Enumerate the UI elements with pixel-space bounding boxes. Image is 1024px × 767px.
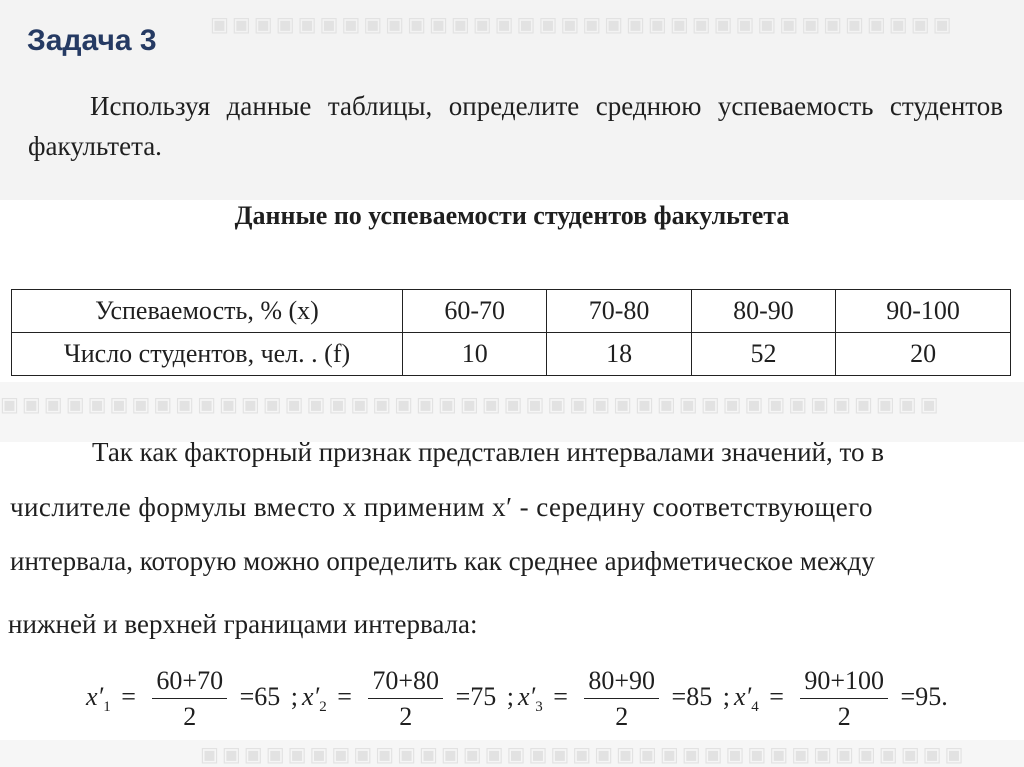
formula-separator: ; — [722, 681, 730, 711]
explanation-line: нижней и верхней границами интервала: — [8, 609, 478, 639]
fraction-numerator: 60+70 — [152, 667, 227, 699]
explanation-line: числителе формулы вместо x применим x′ - середину соответствующего — [10, 492, 873, 522]
table-cell: 20 — [836, 333, 1011, 376]
fraction — [368, 667, 443, 731]
fraction-denominator: 2 — [615, 702, 629, 731]
formula-result: =95. — [900, 681, 948, 711]
formula-variable: $x'_4$ — [733, 681, 759, 716]
table-cell: 10 — [403, 333, 547, 376]
table-cell: 90-100 — [836, 290, 1011, 333]
greek-key-ornament: ▣▣▣▣▣▣▣▣▣▣▣▣▣▣▣▣▣▣▣▣▣▣▣▣▣▣▣▣▣▣▣▣▣▣▣ — [200, 742, 967, 766]
row-header: Успеваемость, % (x) — [12, 290, 403, 333]
fraction — [800, 667, 888, 731]
formula-result: =65 — [239, 681, 281, 711]
fraction-numerator: 70+80 — [368, 667, 443, 699]
formula-2: $x'_2$ = $\frac{70+80}{2}$ =75 ; — [301, 666, 514, 731]
table-cell: 18 — [547, 333, 691, 376]
formula-separator: ; — [290, 681, 298, 711]
table-cell: 52 — [691, 333, 835, 376]
table-row-grades — [12, 290, 1011, 333]
formula-3: $x'_3$ = $\frac{80+90}{2}$ =85 ; — [517, 666, 730, 731]
table-row-students — [12, 333, 1011, 376]
table-cell: 70-80 — [547, 290, 691, 333]
fraction-denominator: 2 — [837, 702, 851, 731]
formula-variable: $x'_2$ — [301, 681, 327, 716]
formula-variable: $x'_1$ — [86, 681, 111, 716]
formula-row — [86, 664, 948, 734]
formula-1: $x'_1$ = $\frac{60+70}{2}$ =65 ; — [86, 666, 298, 731]
greek-key-ornament: ▣▣▣▣▣▣▣▣▣▣▣▣▣▣▣▣▣▣▣▣▣▣▣▣▣▣▣▣▣▣▣▣▣▣ — [210, 12, 955, 36]
fraction — [152, 667, 227, 731]
task-text: Используя данные таблицы, определите среднюю успеваемость студентов факультета. — [28, 91, 1003, 161]
fraction-denominator: 2 — [183, 702, 197, 731]
fraction — [584, 667, 659, 731]
data-table — [11, 289, 1011, 376]
slide-title: Задача 3 — [27, 24, 157, 57]
explanation-line: Так как факторный признак представлен интервалами значений, то в — [92, 437, 884, 467]
formula-result: =85 — [671, 681, 713, 711]
table-cell: 60-70 — [403, 290, 547, 333]
formula-variable: $x'_3$ — [517, 681, 543, 716]
formula-result: =75 — [455, 681, 497, 711]
table-title: Данные по успеваемости студентов факультета — [234, 201, 790, 230]
table-cell: 80-90 — [691, 290, 835, 333]
formula-4: $x'_4$ = $\frac{90+100}{2}$ =95. — [733, 666, 948, 731]
fraction-denominator: 2 — [399, 702, 413, 731]
formula-separator: ; — [506, 681, 514, 711]
explanation-line: интервала, которую можно определить как среднее арифметическое между — [10, 546, 875, 576]
greek-key-ornament: ▣▣▣▣▣▣▣▣▣▣▣▣▣▣▣▣▣▣▣▣▣▣▣▣▣▣▣▣▣▣▣▣▣▣▣▣▣▣▣▣▣▣▣ — [0, 392, 942, 416]
fraction-numerator: 80+90 — [584, 667, 659, 699]
fraction-numerator: 90+100 — [800, 667, 888, 699]
row-header: Число студентов, чел. . (f) — [12, 333, 403, 376]
